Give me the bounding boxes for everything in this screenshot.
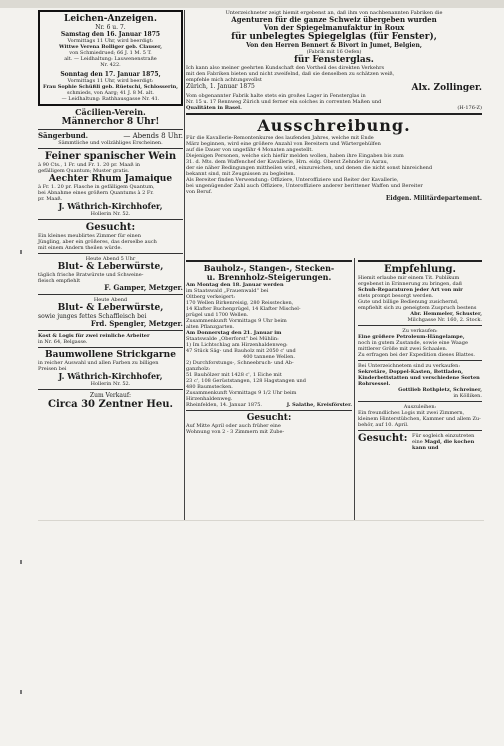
timber-auction-title: u. Brennholz-Steigerungen. — [206, 272, 332, 282]
right-column — [186, 10, 482, 202]
saengerbund-note: Sämmtliche und vollzähliges Erscheinen. — [58, 140, 163, 146]
advertiser-name: F. Gamper, Metzger. — [104, 283, 183, 292]
hay-ad-title: Circa 30 Zentner Heu. — [48, 399, 173, 410]
tender-line: von Beruf. — [186, 189, 213, 195]
divider — [38, 294, 183, 295]
glass-ad-line: mit den Fabriken bieten und nicht zweifelnd, daß sie denselben zu schätzen weiß, — [186, 71, 395, 77]
glass-ad-line: Qualitäten in Basel. — [186, 105, 242, 111]
tender-line: bei ungenügender Zahl auch Offiziere, Unteroffiziere anderer berittener Waffen und Bereiter — [186, 183, 423, 189]
wanted-title: Gesucht: — [85, 222, 136, 233]
for-sale-heading: Zum Verkauf: — [89, 392, 132, 399]
glass-ad-line: Ich kann also meiner geehrten Kundschaft den Vortheil des direkten Verkehrs — [186, 65, 385, 71]
timber-line: prügel und 1700 Wellen. — [186, 312, 249, 318]
divider — [358, 401, 482, 402]
divider — [38, 330, 183, 331]
timber-signature — [186, 402, 352, 408]
blank-page-area — [38, 520, 484, 735]
rhum-ad-line: à Fr. 1. 20 pr. Flasche in gefälligem Quantum, — [38, 184, 155, 190]
margin-mark — [20, 690, 22, 694]
death-notices-title: Leichen-Anzeigen. — [64, 14, 157, 24]
tender-line: Diejenigen Personen, welche sich hiefür melden wollen, haben ihre Eingaben bis zum — [186, 153, 404, 159]
wanted-line: Magd, die kochen kann und — [412, 439, 475, 451]
divider — [358, 360, 482, 361]
rhum-ad-line: pr. Maaß. — [38, 196, 63, 202]
issue-number: Nr. 6 u. 7. — [95, 24, 126, 31]
timber-line: im Staatswald „Frauenwald“ bei — [186, 288, 269, 294]
notice-line: von Schmiedrued; 66 J. 1 M. 5 T. — [69, 50, 152, 56]
notice-line: — Leidhaltung: Rathhausgasse Nr. 41. — [61, 96, 160, 102]
divider — [38, 347, 183, 348]
death-notices — [38, 10, 183, 106]
tender-line: März beginnen, wird eine größere Anzahl von Bereitern und Wärtergehülfen — [186, 141, 381, 147]
notice-date: Sonntag den 17. Januar 1875, — [60, 71, 161, 78]
glass-ad-footer — [186, 105, 482, 111]
for-sale-line: Zu erfragen bei der Expedition dieses Blattes. — [358, 352, 475, 358]
sausage-ad-time: Heute Abend — [93, 297, 128, 303]
tender-signature: Eidgen. Militärdepartement. — [385, 195, 482, 202]
advertiser-name: Frd. Spengler, Metzger. — [90, 319, 183, 328]
small-ads — [358, 258, 482, 451]
divider — [38, 389, 183, 390]
divider — [186, 260, 352, 262]
wanted-line: Auf Mitte April oder auch früher eine — [186, 423, 281, 429]
for-sale-line: Kinderbettstatten und verschiedene Sorten — [358, 375, 480, 381]
recommendation-title: Empfehlung. — [384, 264, 456, 275]
advertiser-name: J. Salathe, Kreisförster. — [286, 402, 352, 408]
timber-auction-title: Bauholz-, Stangen-, Stecken- — [203, 263, 335, 273]
divider — [38, 148, 183, 149]
divider — [358, 430, 482, 431]
advertiser-name: J. Wäthrich-Kirchhofer, — [58, 371, 163, 381]
recommendation-line: Hiemit erlaube mir einem Tit. Publikum — [358, 275, 460, 281]
wine-ad-line: à 90 Cts., 1 Fr. und Fr. 1. 20 pr. Maaß in — [38, 162, 141, 168]
timber-line: 23 c', 108 Gerüststangen, 128 Hagstangen und — [186, 378, 306, 384]
divider — [186, 410, 352, 411]
divider — [358, 325, 482, 326]
divider — [38, 219, 183, 220]
board-ad-line: Kost & Logis für zwei reinliche Arbeiter — [38, 333, 150, 339]
timber-line: Am Montag den 18. Januar werden — [186, 282, 284, 288]
notice-line: schmieds, von Aarg; 41 J. 8 M. alt. — [67, 90, 154, 96]
notice-line: Frau Sophie Schüßli geb. Rüetschi, Schlosserin, — [43, 84, 178, 90]
wanted-maid-ad — [358, 433, 482, 451]
timber-line: ganzholz: — [186, 366, 211, 372]
advertiser-name: Abr. Hemmeler, Schuster, — [410, 311, 482, 317]
advertiser-name: Gottlieb Rothpletz, Schreiner, — [398, 387, 482, 393]
for-sale-line: Sekretäre, Doppel-Kasten, Bettladen, — [358, 369, 463, 375]
tender-line: Als Bereiter finden Verwendung: Offiziere, Unteroffiziere und Reiter der Kavallerie, — [186, 177, 399, 183]
sausage-ad-title: Blut- & Leberwürste, — [57, 262, 164, 272]
glass-ad-reference: (H-176-Z) — [457, 105, 482, 111]
wanted-maid-text — [412, 433, 482, 451]
wanted-line: Ein kleines meublirtes Zimmer für einen — [38, 233, 141, 239]
glass-ad-line: Vom obgenannter Fabrik halte stets ein großes Lager in Fensterglas in — [186, 93, 366, 99]
sausage-ad-line: täglich frische Bratwürste und Schweine- — [38, 272, 144, 278]
yarn-ad-title: Baumwollene Strickgarne — [45, 350, 176, 360]
timber-line: Oltberg verkeigert: — [186, 294, 236, 300]
to-let-line: kleinem Hinterstübchen, Kammer und allem Zu- — [358, 416, 481, 422]
left-column — [38, 10, 183, 410]
wine-ad-title: Feiner spanischer Wein — [44, 151, 177, 162]
timber-line: Zusammenkunft Vormittags 9 1/2 Uhr beim — [186, 390, 297, 396]
divider — [358, 260, 482, 262]
timber-line: 170 Wellen Birkenreisig, 280 Reisstecken, — [186, 300, 294, 306]
tender-title: Ausschreibung. — [257, 116, 411, 135]
advertiser-name: Alx. Zollinger. — [411, 83, 482, 93]
recommendation-line: empfiehlt sich zu geneigtem Zuspruch bestens — [358, 305, 477, 311]
timber-line: Staatswalde „Oberforst“ bei Mühlin: — [186, 336, 279, 342]
recommendation-line: Schuh-Reparaturen jeder Art von mir — [358, 287, 463, 293]
recommendation-line: ergebenst in Erinnerung zu bringen, daß — [358, 281, 463, 287]
to-let-line: Ein freundliches Logis mit zwei Zimmern, — [358, 410, 465, 416]
tender-line: Für die Kavallerie-Remontenkurse des laufenden Jahres, welche mit Ende — [186, 135, 374, 141]
glass-ad-line: für Fensterglas. — [294, 55, 374, 65]
wanted-line: Jüngling, aber ein größeres, das derselbe auch — [38, 239, 157, 245]
divider — [186, 113, 482, 115]
tender-line: bekannt sind, mit Zeugnissen zu begleiten. — [186, 171, 296, 177]
for-sale-line: Bei Unterzeichnetem sind zu verkaufen: — [358, 363, 461, 369]
timber-line: 480 Baumstecken. — [186, 384, 233, 390]
glass-ad-line: Agenturen für die ganze Schweiz übergeben wurden — [231, 15, 437, 24]
recommendation-line: Gute und billige Bedienung zusichernd, — [358, 299, 459, 305]
top-scan-edge — [0, 0, 504, 8]
timber-place: Rheinfelden, 14. Januar 1875. — [186, 402, 262, 408]
saengerbund-notice — [38, 132, 183, 140]
glass-ad-line: (Fabrik mit 16 Oefen) — [306, 49, 362, 55]
notice-line: Wittwe Verena Bolliger geb. Clauser, — [58, 44, 163, 50]
saengerbund-time: — Abends 8 Uhr. — [123, 132, 183, 140]
margin-mark — [20, 560, 22, 564]
advertiser-address: Hollerin Nr. 52. — [90, 211, 131, 217]
notice-line: Vormittags 11 Uhr, wird beerdigt: — [67, 78, 154, 84]
yarn-ad-line: in reicher Auswahl und allen Farben zu billigen — [38, 360, 159, 366]
glass-ad-line: Von der Spiegelmanufaktur in Roux — [263, 23, 405, 32]
for-sale-line: Eine größere Petroleum-Hängelampe, — [358, 334, 465, 340]
to-let-line: behör, auf 10. April. — [358, 422, 409, 428]
glass-ad-line: empfehle mich achtungsvollst — [186, 77, 262, 83]
glass-ad-line: Unterzeichneter zeigt hiemit ergebenst an, daß ihm von nachbenannten Fabriken die — [225, 10, 443, 16]
sausage-ad-title: Blut- & Leberwürste, — [57, 303, 164, 313]
advertiser-address: Hollerin Nr. 52. — [90, 381, 131, 387]
timber-line: 51 Bauhölzer mit 1428 c', 1 Eiche mit — [186, 372, 282, 378]
wanted-line: Wohnung von 2 - 3 Zimmern mit Zube- — [186, 429, 285, 435]
glass-ad-line: Von den Herren Bennert & Bivort in Jumet, Belgien, — [246, 42, 422, 49]
advertiser-address: in Kölliken. — [453, 393, 482, 399]
notice-line: Vormittags 11 Uhr, wird beerdigt: — [67, 38, 154, 44]
timber-auction — [186, 258, 352, 435]
timber-line: alten Pflanzgarten. — [186, 324, 235, 330]
glass-ad-line: Nr. 15 u. 17 Rennweg Zürich und ferner ein solches in correnten Maßen und — [186, 99, 382, 105]
timber-line: Hirzenhaldenweg. — [186, 396, 233, 402]
notice-date: Samstag den 16. Januar 1875 — [60, 31, 161, 38]
timber-line: 1) Im Lichtschlag am Hirzenhaldenweg: — [186, 342, 288, 348]
notice-line: alt. — Leidhaltung: Lauwenenstraße — [64, 56, 157, 62]
yarn-ad-line: Preisen bei — [38, 366, 67, 372]
wanted-title: Gesucht: — [358, 433, 408, 444]
wine-ad-line: gefälligem Quantum; Muster gratis. — [38, 168, 130, 174]
saengerbund-label: Sängerbund. — [38, 131, 89, 140]
timber-line: 2) Durchforstungs-, Schneebruch- und Ab- — [186, 360, 294, 366]
notice-line: Nr. 422. — [100, 62, 121, 68]
advertiser-address: Milchgasse Nr. 160, 2. Stock. — [407, 317, 482, 323]
tender-line: der sie näher Bedingungen mittheilen wird, einzureichen, und denen die nicht sonst hinreichend — [186, 165, 433, 171]
wanted-line: mit einem Andern theilen würde. — [38, 245, 122, 251]
timber-line: 47 Stück Säg- und Bauholz mit 2050 c' und — [186, 348, 296, 354]
to-let-heading: Auszuleihen: — [403, 404, 437, 410]
divider — [38, 129, 183, 130]
for-sale-line: noch in gutem Zustande, sowie eine Waage — [358, 340, 468, 346]
maennerchor-notice: Männerchor 8 Uhr! — [61, 117, 160, 127]
timber-line: Zusammenkunft Vormittags 9 Uhr beim — [186, 318, 287, 324]
divider — [38, 253, 183, 254]
glass-ad-signature — [186, 83, 482, 93]
for-sale-line: mittlerer Größe mit zwei Schaalen. — [358, 346, 448, 352]
wanted-line: Für sogleich einzutreten eine — [412, 433, 475, 445]
sausage-ad-line: sowie junges fettes Schaffleisch bei — [38, 313, 147, 320]
timber-line: 400 tannene Wellen. — [243, 354, 295, 360]
glass-ad-line: für unbelegtes Spiegelglas (für Fenster), — [231, 32, 437, 42]
board-ad-line: in Nr. 64, Belgasse. — [38, 339, 88, 345]
sausage-ad-line: fleisch empfiehlt — [38, 278, 81, 284]
rhum-ad-title: Aechter Rhum Jamaique — [48, 174, 173, 184]
tender-line: auf die Dauer von ungefähr 4 Monaten angestellt. — [186, 147, 313, 153]
column-divider — [184, 10, 185, 520]
caecilien-heading: Cäcilien-Verein. — [75, 107, 146, 117]
for-sale-line: Rohrsessel. — [358, 381, 391, 387]
timber-line: Am Donnerstag den 21. Januar im — [186, 330, 282, 336]
timber-line: 14 Klafter Buchenprügel, 14 Klafter Mischel- — [186, 306, 301, 312]
glass-ad-place: Zürich, 1. Januar 1875 — [186, 83, 255, 90]
rhum-ad-line: bei Abnahme eines größern Quantums à 2 Fr. — [38, 190, 154, 196]
recommendation-line: stets prompt besorgt werden. — [358, 293, 434, 299]
sausage-ad-time: Heute Abend 5 Uhr — [85, 256, 136, 262]
column-divider-lower — [354, 258, 355, 520]
tender-line: 31. d. Mts. dem Waffenchef der Kavallerie, Hrn. eidg. Oberst Zehnder in Aarau, — [186, 159, 389, 165]
wanted-title: Gesucht: — [246, 413, 292, 423]
for-sale-heading: Zu verkaufen: — [402, 328, 438, 334]
advertiser-name: J. Wäthrich-Kirchhofer, — [58, 201, 163, 211]
margin-mark — [20, 250, 22, 254]
